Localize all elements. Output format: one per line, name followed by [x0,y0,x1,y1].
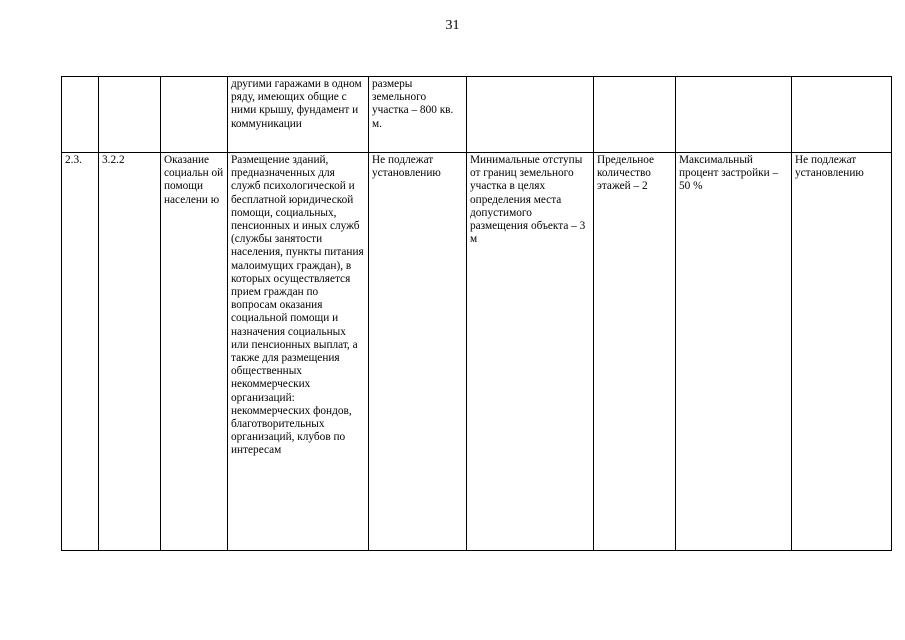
page-number: 31 [445,18,460,33]
cell-coverage [676,77,792,153]
cell-code: 3.2.2 [99,153,161,551]
cell-code [99,77,161,153]
cell-plot-size: Не подлежат установлению [369,153,467,551]
cell-use-name [161,77,228,153]
table-row [62,153,892,551]
cell-number [62,77,99,153]
cell-number: 2.3. [62,153,99,551]
cell-use-name: Оказание социальн ой помощи населени ю [161,153,228,551]
cell-plot-size: размеры земельного участка – 800 кв. м. [369,77,467,153]
cell-setbacks: Минимальные отступы от границ земельного участка в целях определения места допустимого размещения объекта – 3 м [467,153,594,551]
cell-use-description: другими гаражами в одном ряду, имеющих общие с ними крышу, фундамент и коммуникации [228,77,369,153]
cell-floors [594,77,676,153]
cell-setbacks [467,77,594,153]
cell-floors: Предельное количество этажей – 2 [594,153,676,551]
cell-coverage: Максимальный процент застройки – 50 % [676,153,792,551]
cell-other [792,77,892,153]
cell-use-description: Размещение зданий, предназначенных для служб психологической и бесплатной юридической помощи, социальных, пенсионных и иных служб (службы занятости населения, пункты питания малоимущих граждан), в которых осуществляется прием граждан по вопросам оказания социальной помощи и назначения социальных или пенсионных выплат, а также для размещения общественных некоммерческих организаций: некоммерческих фондов, благотворительных организаций, клубов по интересам [228,153,369,551]
cell-other: Не подлежат установлению [792,153,892,551]
table-row-continuation [62,77,892,153]
regulations-table [61,76,892,551]
